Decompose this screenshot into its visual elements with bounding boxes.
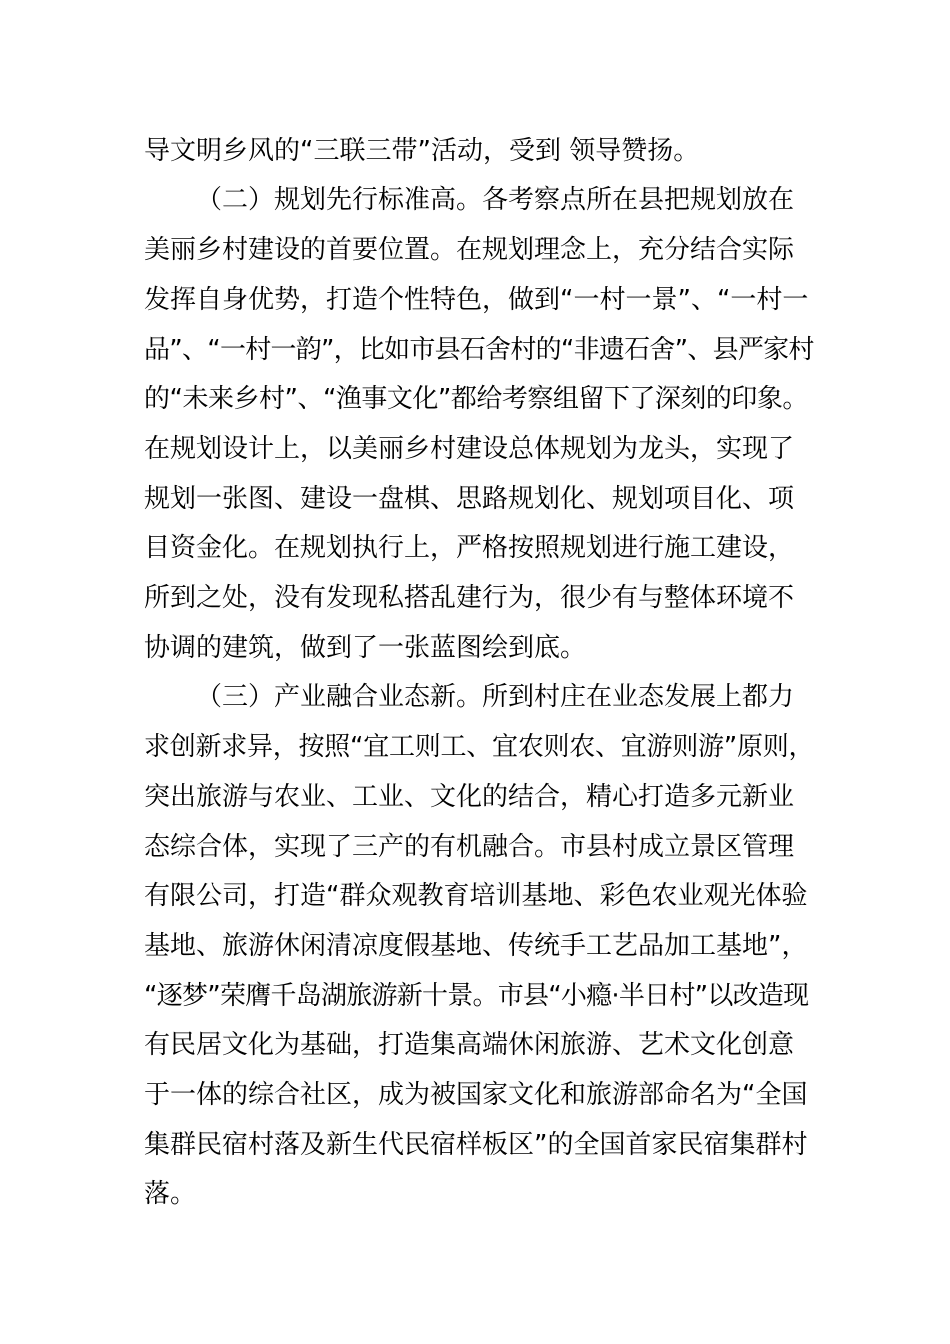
text-line: 协调的建筑，做到了一张蓝图绘到底。: [144, 633, 587, 663]
text-line: 落。: [144, 1179, 197, 1209]
text-line: 基地、旅游休闲清凉度假基地、传统手工艺品加工基地”，: [144, 931, 808, 961]
text-line: “逐梦”荣膺千岛湖旅游新十景。市县“小瘾·半日村”以改造现: [144, 981, 809, 1011]
text-line: 求创新求异，按照“宜工则工、宜农则农、宜游则游”原则，: [144, 732, 815, 762]
section-heading-line: （二）规划先行标准高。各考察点所在县把规划放在: [196, 185, 795, 215]
text-line: 的“未来乡村”、“渔事文化”都给考察组留下了深刻的印象。: [144, 384, 808, 414]
text-line: 导文明乡风的“三联三带”活动，受到 领导赞扬。: [144, 136, 700, 166]
text-line: 态综合体，实现了三产的有机融合。市县村成立景区管理: [144, 832, 795, 862]
text-line: 发挥自身优势，打造个性特色，做到“一村一景”、“一村一: [144, 285, 809, 315]
text-line: 于一体的综合社区，成为被国家文化和旅游部命名为“全国: [144, 1080, 808, 1110]
text-line: 有民居文化为基础，打造集高端休闲旅游、艺术文化创意: [144, 1030, 795, 1060]
text-line: 美丽乡村建设的首要位置。在规划理念上，充分结合实际: [144, 235, 795, 265]
text-line: 有限公司，打造“群众观教育培训基地、彩色农业观光体验: [144, 881, 808, 911]
text-line: 集群民宿村落及新生代民宿样板区”的全国首家民宿集群村: [144, 1130, 808, 1160]
text-line: 品”、“一村一韵”，比如市县石舍村的“非遗石舍”、县严家村: [144, 335, 814, 365]
section-heading-line: （三）产业融合业态新。所到村庄在业态发展上都力: [196, 682, 795, 712]
text-line: 规划一张图、建设一盘棋、思路规划化、规划项目化、项: [144, 484, 795, 514]
text-line: 目资金化。在规划执行上，严格按照规划进行施工建设，: [144, 533, 795, 563]
text-line: 突出旅游与农业、工业、文化的结合，精心打造多元新业: [144, 782, 795, 812]
text-line: 在规划设计上，以美丽乡村建设总体规划为龙头，实现了: [144, 434, 795, 464]
text-line: 所到之处，没有发现私搭乱建行为，很少有与整体环境不: [144, 583, 795, 613]
